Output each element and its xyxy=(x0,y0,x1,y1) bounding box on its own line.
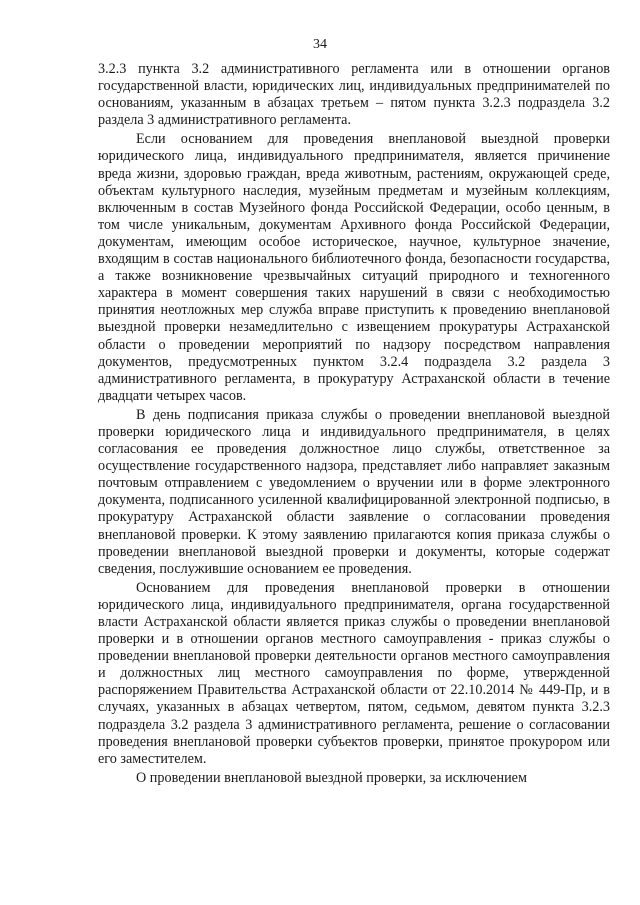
paragraph-continuation: 3.2.3 пункта 3.2 административного регламента или в отношении органов государственной власти, юридических лиц, индивидуальных предпринимателей по основаниям, указанным в абзацах третьем – пятом пункта 3.2.3 подраздела 3.2 раздела 3 административного регламента. xyxy=(98,61,610,129)
paragraph-approval-request: В день подписания приказа службы о проведении внеплановой выездной проверки юридического лица и индивидуального предпринимателя, в целях согласования ее проведения должностное лицо службы, ответственное за осуществление государственного надзора, представляет либо направляет заказным почтовым отправлением с уведомлением о вручении или в форме электронного документа, подписанного усиленной квалифицированной электронной подписью, в прокуратуру Астраханской области заявление о согласовании проведения внеплановой проверки. К этому заявлению прилагаются копия приказа службы о проведении внеплановой выездной проверки и документы, которые содержат сведения, послужившие основанием ее проведения. xyxy=(98,406,610,577)
paragraph-urgent-inspection: Если основанием для проведения внеплановой выездной проверки юридического лица, индивидуального предпринимателя, является причинение вреда жизни, здоровью граждан, вреда животным, растениям, окружающей среде, объектам культурного наследия, музейным предметам и музейным коллекциям, включенным в состав Музейного фонда Российской Федерации, особо ценным, в том числе уникальным, документам Архивного фонда Российской Федерации, документам, имеющим особое историческое, научное, культурное значение, входящим в состав национального библиотечного фонда, безопасности государства, а также возникновение чрезвычайных ситуаций природного и техногенного характера в момент совершения таких нарушений в связи с необходимостью принятия неотложных мер служба вправе приступить к проведению внеплановой выездной проверки незамедлительно с извещением прокуратуры Астраханской области о проведении мероприятий по надзору посредством направления документов, предусмотренных пунктом 3.2.4 подраздела 3.2 раздела 3 административного регламента, в прокуратуру Астраханской области в течение двадцати четырех часов. xyxy=(98,131,610,404)
paragraph-inspection-grounds: Основанием для проведения внеплановой проверки в отношении юридического лица, индивидуального предпринимателя, органа государственной власти Астраханской области является приказ службы о проведении внеплановой проверки и в отношении органов местного самоуправления - приказ службы о проведении внеплановой проверки деятельности органов местного самоуправления и должностных лиц местного самоуправления по форме, утвержденной распоряжением Правительства Астраханской области от 22.10.2014 № 449-Пр, и в случаях, указанных в абзацах четвертом, пятом, седьмом, девятом пункта 3.2.3 подраздела 3.2 раздела 3 административного регламента, решение о согласовании проведения внеплановой проверки субъектов проверки, принятое прокурором или его заместителем. xyxy=(98,579,610,767)
document-body xyxy=(98,61,610,787)
paragraph-notification-start: О проведении внеплановой выездной проверки, за исключением xyxy=(136,769,527,786)
page-number: 34 xyxy=(313,37,327,52)
